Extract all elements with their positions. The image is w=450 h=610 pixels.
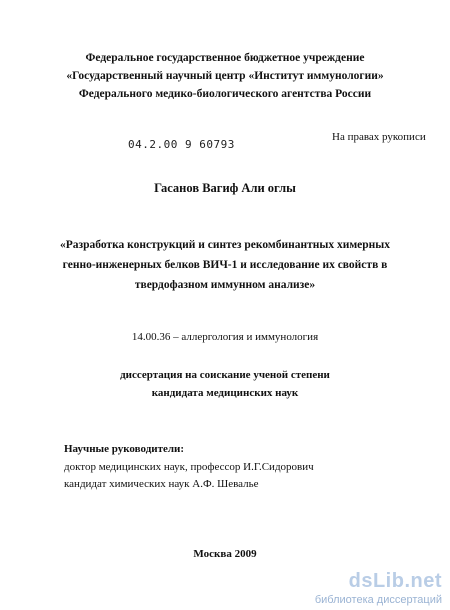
thesis-title-line-2: генно-инженерных белков ВИЧ-1 и исследование их свойств в [62, 259, 388, 271]
supervisor-second: кандидат химических наук А.Ф. Шевалье [64, 478, 259, 490]
author-name: Гасанов Вагиф Али оглы [154, 181, 296, 195]
thesis-title-line-1: «Разработка конструкций и синтез рекомбинантных химерных [59, 239, 391, 251]
degree-line-1: диссертация на соискание ученой степени [120, 369, 330, 381]
thesis-title-line-3: твердофазном иммунном анализе» [134, 279, 316, 291]
rights-note: На правах рукописи [332, 131, 426, 143]
institution-line-2: «Государственный научный центр «Институт иммунологии» [66, 70, 384, 82]
specialty-code: 14.00.36 – аллергология и иммунология [131, 331, 319, 343]
watermark-logo: dsLib.net [348, 570, 442, 592]
institution-line-1: Федеральное государственное бюджетное учреждение [85, 52, 365, 64]
degree-line-2: кандидата медицинских наук [151, 387, 299, 399]
place-and-year: Москва 2009 [193, 548, 257, 560]
watermark-subtitle: библиотека диссертаций [314, 594, 442, 606]
supervisors-heading: Научные руководители: [64, 443, 185, 455]
supervisor-first: доктор медицинских наук, профессор И.Г.Сидорович [64, 461, 314, 473]
institution-line-3: Федерального медико-биологического агентства России [78, 88, 372, 100]
registration-stamp: 04.2.00 9 60793 [128, 138, 235, 151]
